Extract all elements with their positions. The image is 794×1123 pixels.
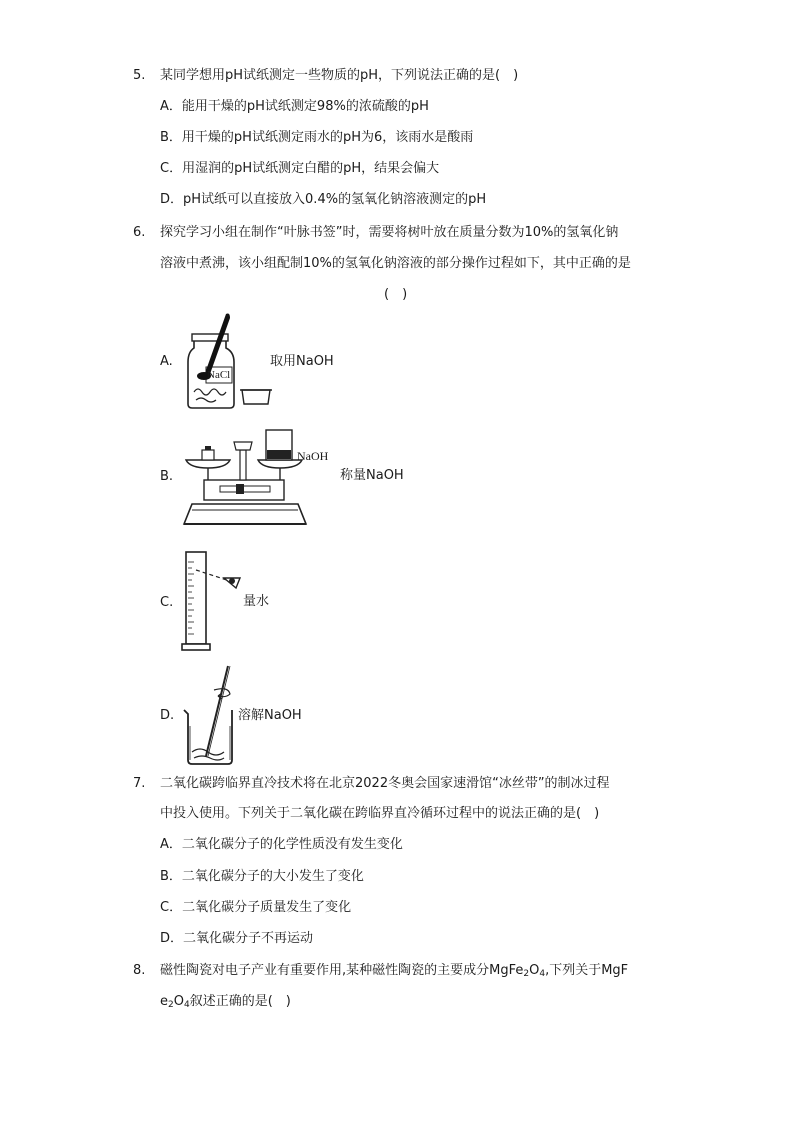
q8-stem-line2-b: O	[173, 994, 184, 1009]
q8-stem-line1-c: ,下列关于MgF	[545, 963, 629, 978]
q6-option-c-figure	[180, 550, 250, 652]
q7-option-a: A．二氧化碳分子的化学性质没有发生变化	[160, 837, 403, 852]
q8-stem-line1-sub2: 4	[539, 969, 546, 979]
q5-option-c: C．用湿润的pH试纸测定白醋的pH，结果会偏大	[160, 161, 440, 176]
q6-option-a-letter: A.	[160, 354, 173, 369]
q8-number: 8.	[133, 963, 146, 978]
q6-option-c-caption: 量水	[243, 594, 270, 609]
q8-stem-line1-a: 磁性陶瓷对电子产业有重要作用,某种磁性陶瓷的主要成分MgFe	[160, 963, 524, 978]
q6-option-d-letter: D.	[160, 708, 175, 723]
q6-option-a-figure	[180, 312, 280, 412]
q6-option-b-figure-label: NaOH	[297, 449, 329, 463]
q6-stem-line3: ( )	[384, 287, 408, 302]
q6-option-c-letter: C.	[160, 595, 174, 610]
q8-stem-line2-a: e	[160, 994, 168, 1009]
q6-option-d-figure	[180, 664, 240, 766]
q6-option-d-caption: 溶解NaOH	[238, 708, 302, 723]
q8-stem-line2-sub2: 4	[183, 1000, 190, 1010]
q8-stem-line2-sub1: 2	[168, 1000, 174, 1010]
q8-stem-line1	[160, 962, 628, 983]
q8-stem-line1-sub1: 2	[523, 969, 530, 979]
q6-stem-line2: 溶液中煮沸，该小组配制10%的氢氧化钠溶液的部分操作过程如下，其中正确的是	[160, 256, 631, 271]
q5-stem: 某同学想用pH试纸测定一些物质的pH，下列说法正确的是( )	[160, 68, 519, 83]
q7-option-c: C．二氧化碳分子质量发生了变化	[160, 900, 352, 915]
q5-option-d: D．pH试纸可以直接放入0.4%的氢氧化钠溶液测定的pH	[160, 192, 487, 207]
q5-number: 5.	[133, 68, 146, 83]
q7-stem-line1: 二氧化碳跨临界直冷技术将在北京2022冬奥会国家速滑馆“冰丝带”的制冰过程	[160, 776, 610, 791]
q5-option-b: B．用干燥的pH试纸测定雨水的pH为6，该雨水是酸雨	[160, 130, 474, 145]
q8-stem-line2	[160, 993, 291, 1014]
q7-number: 7.	[133, 776, 146, 791]
q6-option-b-caption: 称量NaOH	[340, 468, 404, 483]
q8-stem-line1-b: O	[529, 963, 540, 978]
q6-option-a-caption: 取用NaOH	[270, 354, 334, 369]
q6-number: 6.	[133, 225, 146, 240]
q6-option-b-figure	[180, 424, 310, 529]
q6-option-a-bottle-label: NaCl	[207, 369, 231, 381]
q6-stem-line1: 探究学习小组在制作“叶脉书签”时，需要将树叶放在质量分数为10%的氢氧化钠	[160, 225, 619, 240]
q7-option-d: D．二氧化碳分子不再运动	[160, 931, 314, 946]
q6-option-b-letter: B.	[160, 469, 174, 484]
q8-stem-line2-c: 叙述正确的是( )	[189, 994, 291, 1009]
q7-option-b: B．二氧化碳分子的大小发生了变化	[160, 869, 364, 884]
q7-stem-line2: 中投入使用。下列关于二氧化碳在跨临界直冷循环过程中的说法正确的是( )	[160, 806, 600, 821]
q5-option-a: A．能用干燥的pH试纸测定98%的浓硫酸的pH	[160, 99, 429, 114]
